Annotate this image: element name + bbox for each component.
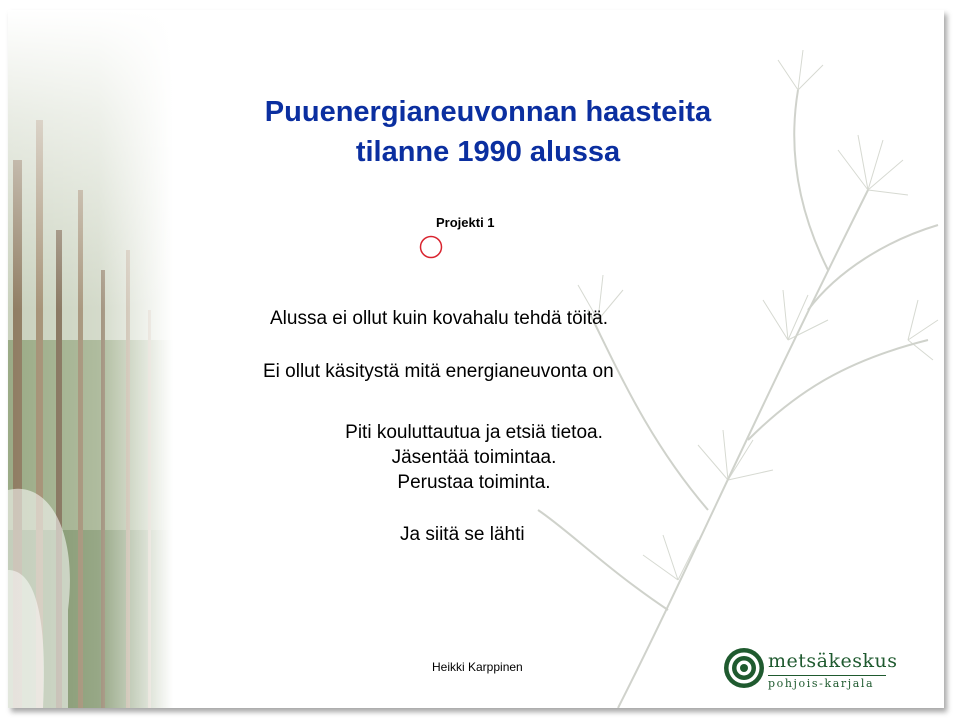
slide-title (188, 92, 788, 172)
red-circle-icon (419, 234, 445, 260)
slide-title-line-2: tilanne 1990 alussa (355, 136, 621, 168)
body-line-1: Alussa ei ollut kuin kovahalu tehdä töitä. (270, 308, 608, 329)
logo-name: metsäkeskus (768, 650, 898, 672)
metsakeskus-logo (718, 646, 898, 700)
concentric-rings-logo-icon (722, 646, 766, 690)
body-line-5: Perustaa toiminta. (397, 472, 551, 493)
author-footer: Heikki Karppinen (432, 660, 523, 674)
logo-rule (768, 675, 886, 676)
project-label: Projekti 1 (436, 215, 495, 230)
body-block (284, 420, 664, 495)
slide (8, 10, 944, 708)
body-line-3: Piti kouluttautua ja etsiä tietoa. (345, 422, 603, 443)
body-line-6: Ja siitä se lähti (400, 524, 525, 545)
body-line-2: Ei ollut käsitystä mitä energianeuvonta on (263, 361, 614, 382)
body-line-4: Jäsentää toimintaa. (391, 447, 557, 468)
logo-region: pohjois-karjala (768, 677, 875, 690)
slide-title-line-1: Puuenergianeuvonnan haasteita (264, 96, 712, 128)
